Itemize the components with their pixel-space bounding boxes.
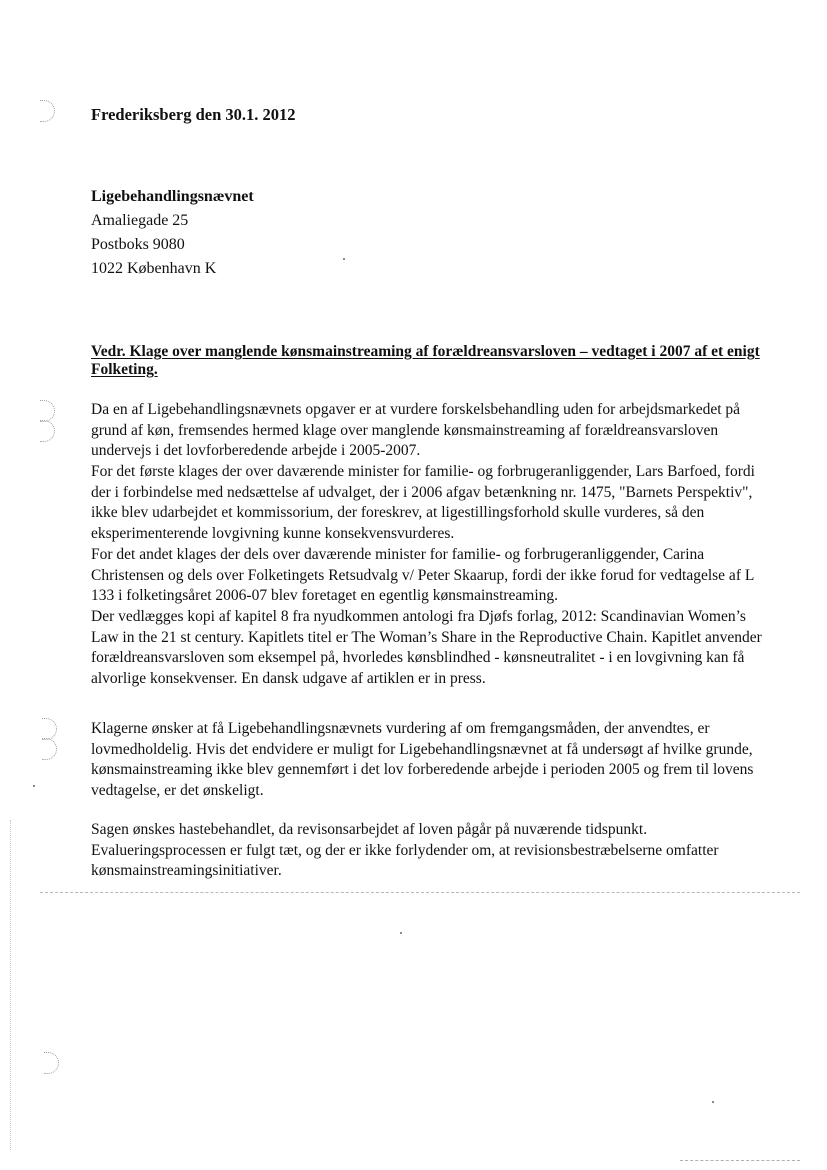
punch-hole-mark	[44, 1052, 59, 1074]
body-paragraph: Da en af Ligebehandlingsnævnets opgaver er at vurdere forskelsbehandling uden for arbejdsmarkedet på grund af køn, fremsendes hermed klage over manglende kønsmainstreaming af forældreansvarsloven undervejs i det lovforberedende arbejde i 2005-2007.	[91, 401, 741, 459]
body-paragraph: Der vedlægges kopi af kapitel 8 fra nyudkommen antologi fra Djøfs forlag, 2012: Scandinavian Women’s Law in the 21 st century. Kapitlets titel er The Woman’s Share in the Reproductive Chain. Kapitlet anvender forældreansvarsloven som eksempel på, hvorledes kønsblindhed - kønsneutralitet - i en lovgivning kan få alvorlige konsekvenser. En dansk udgave af artiklen er in press.	[91, 608, 762, 687]
recipient-address	[91, 185, 254, 281]
subject-line: Vedr. Klage over manglende kønsmainstreaming af forældreansvarsloven – vedtaget i 2007 af et enigt Folketing.	[91, 343, 760, 378]
recipient-name: Ligebehandlingsnævnet	[91, 188, 254, 205]
punch-hole-mark	[40, 420, 55, 442]
body-paragraph: For det andet klages der dels over daværende minister for familie- og forbrugeranliggender, Carina Christensen og dels over Folketingets Retsudvalg v/ Peter Skaarup, fordi der ikke forud for vedtagelse af L 133 i folketingsåret 2006-07 blev foretaget en egentlig kønsmainstreaming.	[91, 546, 754, 604]
body-paragraph: Sagen ønskes hastebehandlet, da revisonsarbejdet af loven pågår på nuværende tidspunkt. Evalueringsprocessen er fulgt tæt, og der er ikke forlydender om, at revisionsbestræbelserne omfatter kønsmainstreamingsinitiativer.	[91, 821, 719, 879]
recipient-street: Amaliegade 25	[91, 212, 189, 229]
scan-speck	[343, 258, 345, 260]
scan-speck	[33, 785, 35, 787]
scan-artifact-line	[680, 1160, 800, 1161]
scan-artifact-edge	[10, 820, 11, 1150]
punch-hole-mark	[40, 100, 55, 122]
punch-hole-mark	[42, 738, 57, 760]
scan-speck	[400, 932, 402, 934]
body-paragraph: For det første klages der over daværende minister for familie- og forbrugeranliggender, Lars Barfoed, fordi der i forbindelse med nedsættelse af udvalget, der i 2006 afgav betænkning nr. 1475, "Barnets Perspektiv", ikke blev udarbejdet et kommissorium, der foreskrev, at ligestillingsforhold skulle vurderes, så den eksperimenterende lovgivning kunne konsekvensvurderes.	[91, 463, 755, 542]
punch-hole-mark	[42, 718, 57, 740]
scan-artifact-line	[40, 892, 800, 893]
recipient-pobox: Postboks 9080	[91, 236, 185, 253]
scan-speck	[712, 1101, 714, 1103]
date-line: Frederiksberg den 30.1. 2012	[91, 105, 296, 124]
recipient-city: 1022 København K	[91, 260, 217, 277]
punch-hole-mark	[40, 400, 55, 422]
body-paragraph: Klagerne ønsker at få Ligebehandlingsnævnets vurdering af om fremgangsmåden, der anvendtes, er lovmedholdelig. Hvis det endvidere er muligt for Ligebehandlingsnævnet at få undersøgt af hvilke grunde, kønsmainstreaming ikke blev gennemført i det lov forberedende arbejde i perioden 2005 og frem til lovens vedtagelse, er det ønskeligt.	[91, 720, 754, 799]
